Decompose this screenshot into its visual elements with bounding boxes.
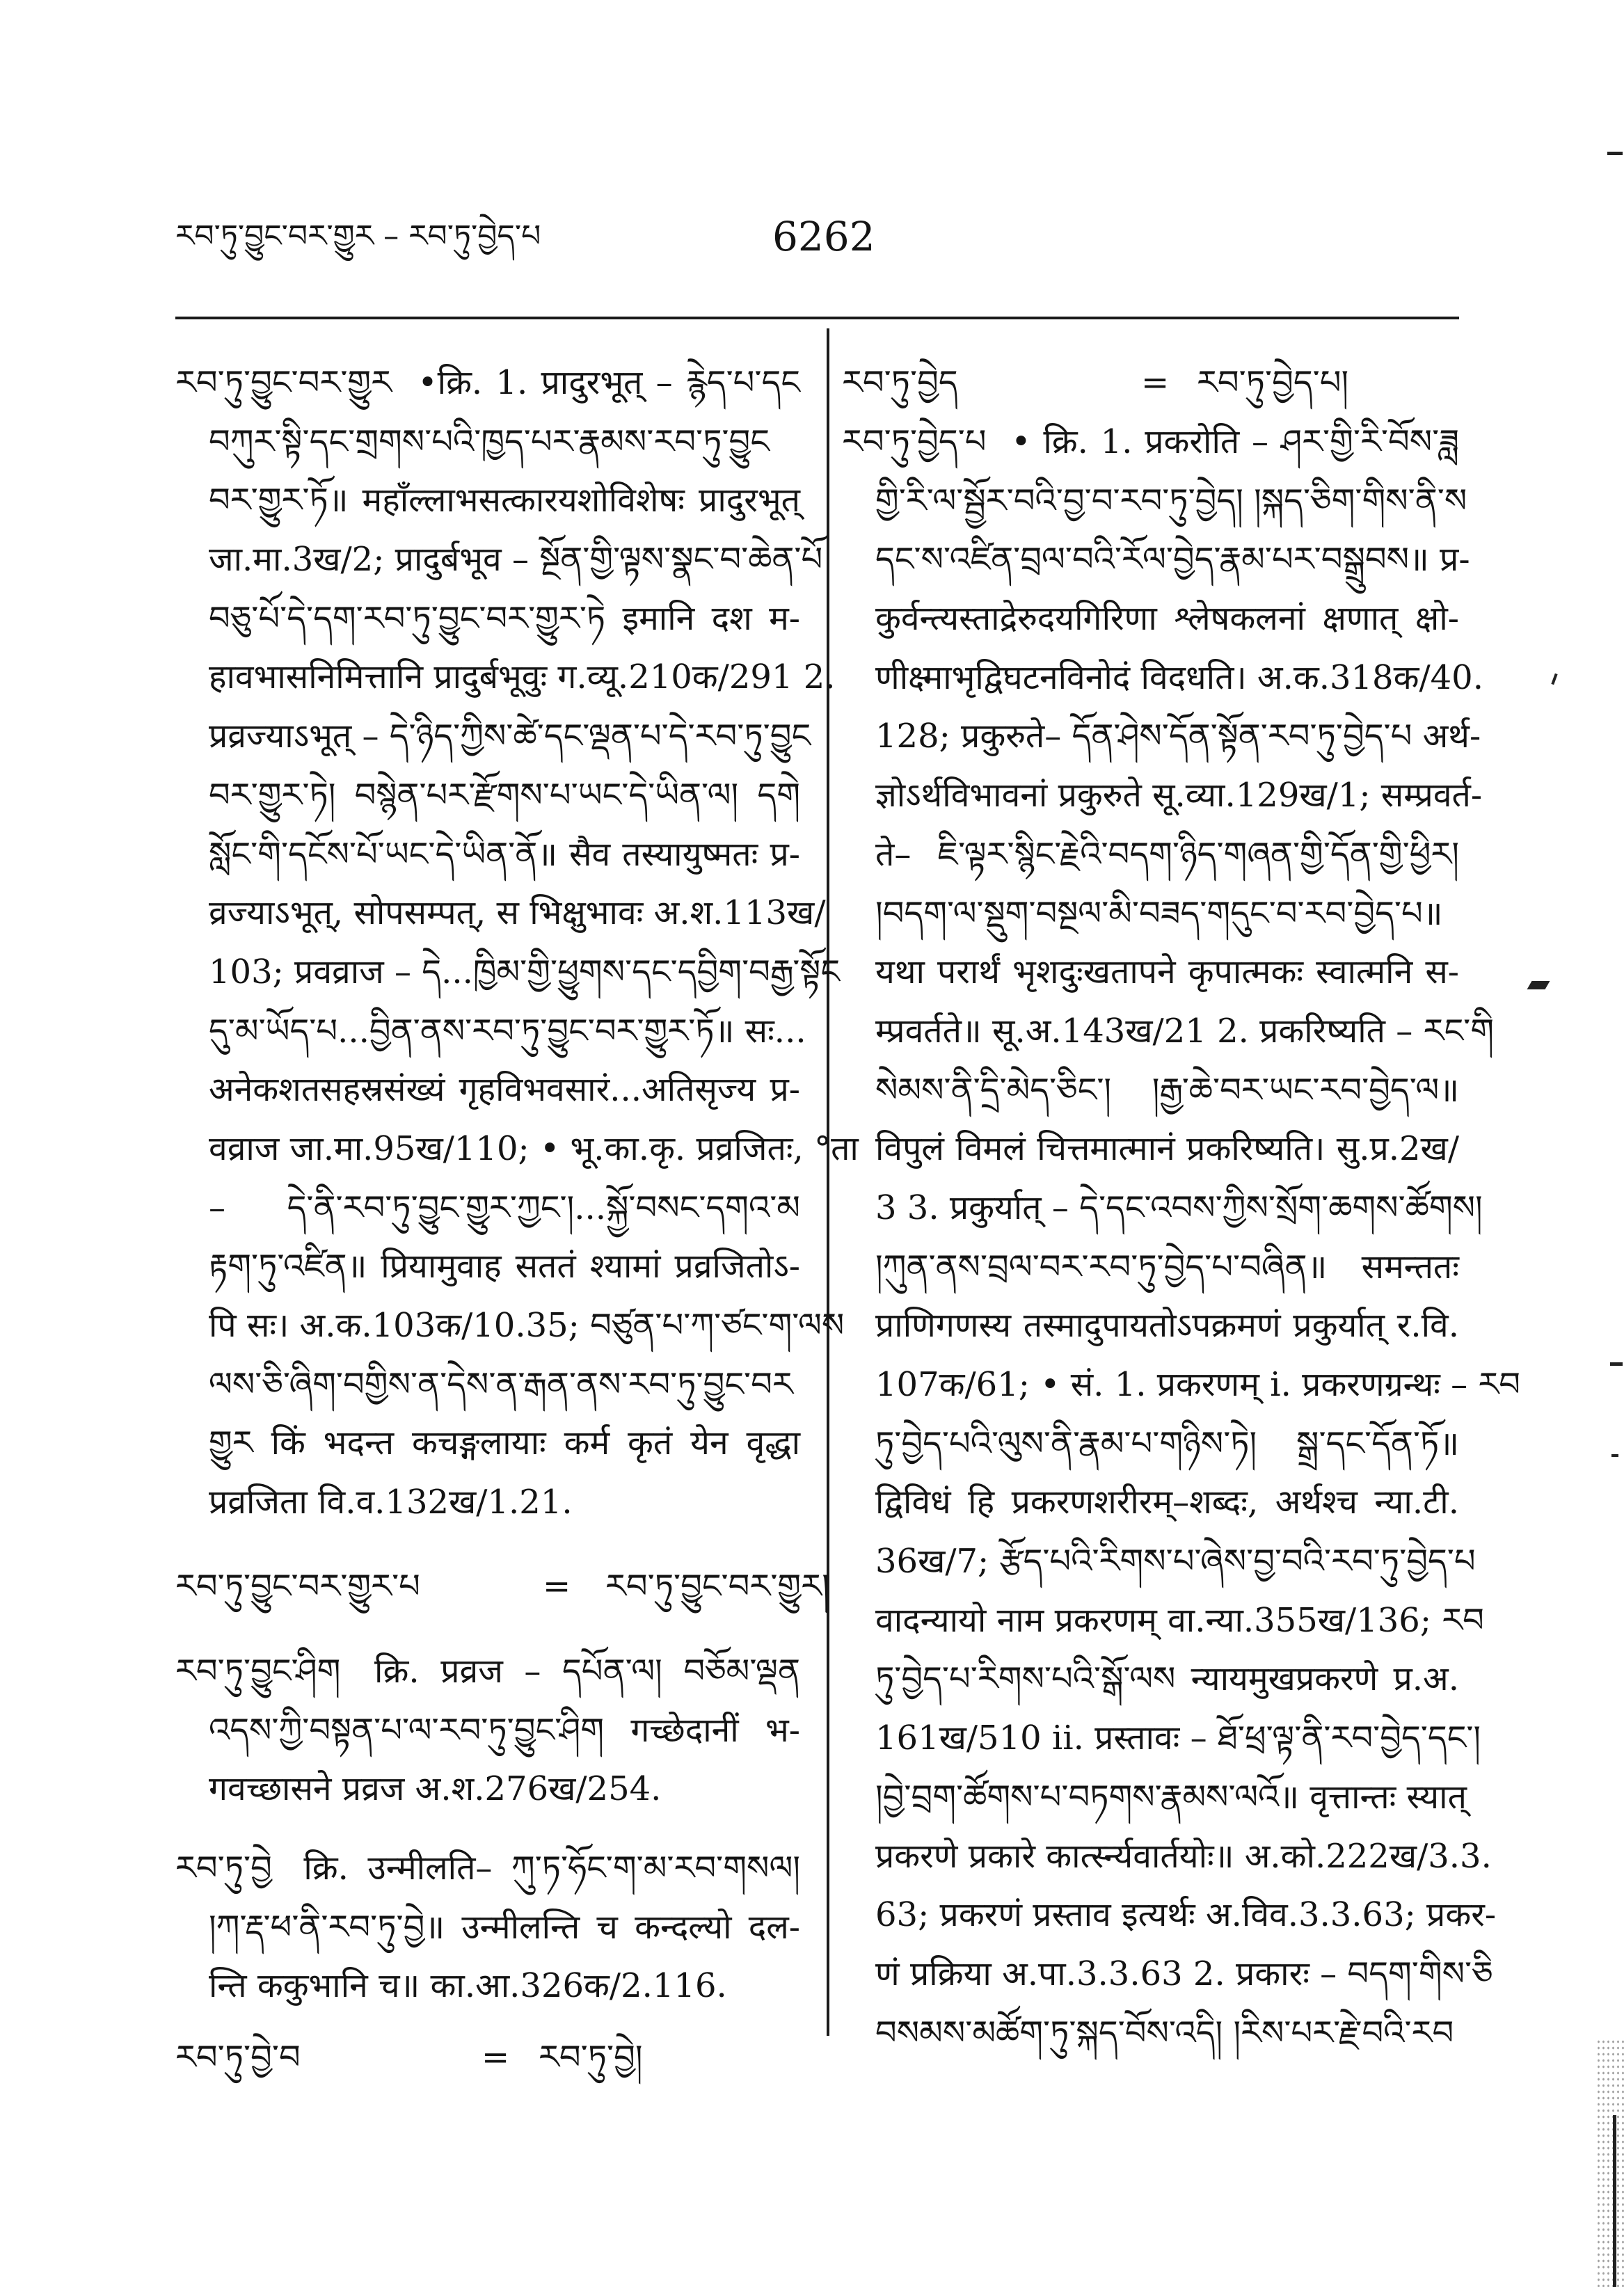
headword: རབ་ཏུ་བྱུང་ཤིག bbox=[175, 1652, 341, 1691]
entry-line: ལས་ཅི་ཞིག་བགྱིས་ན་དེས་ན་རྒན་ནས་རབ་ཏུ་བྱུང་བར bbox=[209, 1364, 793, 1404]
entry-first-line bbox=[175, 1642, 800, 1701]
entry-line: །ཀུན་ནས་བྲལ་བར་རབ་ཏུ་བྱེད་པ་བཞིན॥ समन्ततः bbox=[875, 1247, 1459, 1286]
entry-line: ཏུ་བྱེད་པ་རིགས་པའི་སྒོ་ལས न्यायमुखप्रकरणे प्र.अ. bbox=[875, 1659, 1459, 1699]
entry-line: वव्राज जा.मा.95ख/110; • भू.का.कृ. प्रव्रजितः, °ता bbox=[209, 1129, 859, 1168]
headword: རབ་ཏུ་བྱུང་བར་གྱུར bbox=[175, 363, 392, 402]
entry bbox=[175, 1557, 829, 1616]
entry-line: བར་གྱུར་ཏེ། བསྙེན་པར་རྫོགས་པ་ཡང་དེ་ཡིན་ལ། དགེ bbox=[209, 775, 800, 815]
cross-reference: རབ་ཏུ་བྱེད་པ། bbox=[1197, 363, 1349, 402]
cross-reference: རབ་ཏུ་བྱེ། bbox=[539, 2038, 643, 2077]
entry-first-line bbox=[175, 1839, 800, 1898]
entry-line: 36ख/7; རྩོད་པའི་རིགས་པ་ཞེས་བྱ་བའི་རབ་ཏུ་བྱེད་པ bbox=[875, 1542, 1476, 1581]
entry-line: हावभासनिमित्तानि प्रादुर्बभूवुः ग.व्यू.210क/291 2. bbox=[209, 658, 836, 697]
entry-line: སློང་གི་དངོས་པོ་ཡང་དེ་ཡིན་ནོ॥ सैव तस्यायुष्मतः प्र- bbox=[209, 834, 800, 874]
entry-first-line bbox=[842, 353, 1459, 413]
entry-line: གྱུར किं भदन्त कचङ्गलायाः कर्म कृतं येन वृद्धा bbox=[209, 1424, 800, 1463]
entry-line: །ཀ་རྡ་ཕ་ནི་རབ་ཏུ་བྱེ॥ उन्मीलन्ति च कन्दल्यो दल- bbox=[209, 1907, 800, 1947]
entry-line: गवच्छासने प्रव्रज अ.श.276ख/254. bbox=[209, 1769, 662, 1809]
entry-line: पि सः। अ.क.103क/10.35; བཙུན་པ་ཀ་ཙང་ག་ལས bbox=[209, 1306, 845, 1345]
entry-line: म्प्रवर्तते॥ सू.अ.143ख/21 2. प्रकरिष्यति – རང་གི bbox=[875, 1011, 1495, 1051]
entry-line: 161ख/510 ii. प्रस्तावः – ཐོ་ཕྲ་ལྟ་ནི་རབ་བྱེད་དང་། bbox=[875, 1719, 1481, 1758]
headword: རབ་ཏུ་བྱེད་པ bbox=[842, 422, 987, 461]
entry-line: प्रव्रजिता वि.व.132ख/1.21. bbox=[209, 1483, 573, 1522]
entry-line: कुर्वन्त्यस्ताद्रेरुदयगिरिणा श्लेषकलनां क्षणात् क्षो- bbox=[875, 599, 1459, 639]
entry bbox=[175, 1839, 800, 2016]
entry-line: །བྱེ་བྲག་ཚོགས་པ་བཏགས་རྣམས་ལའོ॥ वृत्तान्तः स्यात् bbox=[875, 1777, 1467, 1817]
entry-line: व्रज्याऽभूत्, सोपसम्पत्, स भिक्षुभावः अ.श.113ख/ bbox=[209, 893, 826, 933]
entry-line: 103; प्रवव्राज – དེ...ཁྱིམ་གྱི་ཕྱུགས་དང་དབྱིག་བརྒྱ་སྟོང bbox=[209, 952, 841, 991]
entry-line: ते– ཇི་ལྟར་སྙིང་རྗེའི་བདག་ཉིད་གཞན་གྱི་དོན་གྱི་ཕྱིར། bbox=[875, 834, 1459, 874]
headword: རབ་ཏུ་བྱེ bbox=[175, 1849, 272, 1888]
cross-reference: རབ་ཏུ་བྱུང་བར་གྱུར། bbox=[605, 1567, 829, 1606]
scan-mark bbox=[1551, 674, 1557, 685]
entry-line: प्रकरणे प्रकारे कार्त्स्न्यवार्तयोः॥ अ.को.222ख/3.3. bbox=[875, 1836, 1492, 1876]
entry-line: द्विविधं हि प्रकरणशरीरम्–शब्दः, अर्थश्च न्या.टी. bbox=[875, 1483, 1459, 1522]
equals-sign: = bbox=[481, 2038, 510, 2077]
entry-line: विपुलं विमलं चित्तमात्मानं प्रकरिष्यति। सु.प्र.2ख/ bbox=[875, 1129, 1459, 1169]
headword: རབ་ཏུ་བྱེ་བ bbox=[175, 2038, 301, 2077]
scan-mark bbox=[1611, 1454, 1618, 1457]
entry-line: 128; प्रकुरुते– དོན་ཤེས་དོན་སྟོན་རབ་ཏུ་བྱེད་པ अर्थ- bbox=[875, 717, 1481, 756]
page-number: 6262 bbox=[772, 213, 875, 260]
headword: རབ་ཏུ་བྱུང་བར་གྱུར་པ bbox=[175, 1567, 420, 1606]
entry-line: བསམས་མཚོག་ཏུ་སྐད་བོས་འདི། །རིས་པར་རྗེ་བའི་རབ bbox=[875, 2013, 1454, 2053]
entry-line: འདས་ཀྱི་བསྟན་པ་ལ་རབ་ཏུ་བྱུང་ཤིག गच्छेदानीं भ- bbox=[209, 1710, 800, 1750]
entry bbox=[175, 353, 859, 1532]
entry bbox=[175, 2028, 800, 2087]
scan-noise bbox=[1596, 2039, 1624, 2287]
entry-first-line bbox=[175, 1557, 829, 1616]
entry bbox=[842, 353, 1459, 413]
definition-start: • क्रि. 1. प्रकरोति – ཤར་གྱི་རི་བོས་ཟླ bbox=[1011, 422, 1459, 461]
scan-mark bbox=[1527, 981, 1550, 989]
entry-line: གྱི་རི་ལ་སྦྱོར་བའི་བྱ་བ་རབ་ཏུ་བྱེད། །སྐད་ཅིག་གིས་ནི་ས bbox=[875, 481, 1467, 520]
entry-line: अनेकशतसहस्रसंख्यं गृहविभवसारं...अतिसृज्य प्र- bbox=[209, 1070, 800, 1110]
entry-line: བར་གྱུར་ཏོ॥ महाँल्लाभसत्कारयशोविशेषः प्रादुरभूत् bbox=[209, 481, 800, 520]
definition-start: •क्रि. 1. प्रादुरभूत् – རྙེད་པ་དང bbox=[417, 363, 800, 402]
entry-line: 107क/61; • सं. 1. प्रकरणम् i. प्रकरणग्रन्थः – རབ bbox=[875, 1365, 1521, 1404]
entry-line: यथा परार्थं भृशदुःखतापने कृपात्मकः स्वात्मनि स- bbox=[875, 953, 1459, 992]
entry-line: प्रव्रज्याऽभूत् – དེ་ཉིད་ཀྱིས་ཚེ་དང་ལྡན་པ་དེ་རབ་ཏུ་བྱུང bbox=[209, 717, 811, 756]
entry-line: དང་ས་འཛིན་བྲལ་བའི་རོལ་བྱེད་རྣམ་པར་བསྒྲུབས॥ प्र- bbox=[875, 540, 1470, 580]
entry-line: དུ་མ་ཡོད་པ...བྱིན་ནས་རབ་ཏུ་བྱུང་བར་གྱུར་ཏོ॥ सः... bbox=[209, 1011, 806, 1051]
equals-sign: = bbox=[1141, 363, 1170, 402]
column-divider bbox=[827, 328, 829, 2036]
entry-line: །བདག་ལ་སྡུག་བསྔལ་མི་བཟད་གདུང་བ་རབ་བྱེད་པ॥ bbox=[875, 893, 1443, 933]
entry bbox=[175, 1642, 800, 1819]
entry-line: न्ति ककुभानि च॥ का.आ.326क/2.116. bbox=[209, 1966, 727, 2006]
definition-start: क्रि. प्रव्रज – དཔོན་ལ། བཅོམ་ལྡན bbox=[374, 1652, 800, 1691]
entry-line: वादन्यायो नाम प्रकरणम् वा.न्या.355ख/136; རབ bbox=[875, 1600, 1484, 1640]
entry-line: प्राणिगणस्य तस्मादुपायतोऽपक्रमणं प्रकुर्यात् र.वि. bbox=[875, 1306, 1459, 1346]
definition-start: क्रि. उन्मीलति– ཀུ་ཏ་ཧོང་ག་མ་རབ་གསལ། bbox=[303, 1849, 801, 1888]
scan-mark bbox=[1607, 152, 1623, 155]
entry-line: ཏུ་བྱེད་པའི་ལུས་ནི་རྣམ་པ་གཉིས་ཏེ། སྒྲ་དང་དོན་ཏོ॥ bbox=[875, 1424, 1459, 1463]
entry-line: ज्ञोऽर्थविभावनां प्रकुरुते सू.व्या.129ख/1; सम्प्रवर्त- bbox=[875, 776, 1483, 815]
entry-line: རྟག་ཏུ་འཛིན॥ प्रियामुवाह सततं श्यामां प्रव्रजितोऽ- bbox=[209, 1247, 800, 1286]
entry-line: णीक्ष्माभृद्विघटनविनोदं विदधति। अ.क.318क/40. bbox=[875, 658, 1483, 697]
entry bbox=[842, 413, 1521, 2062]
entry-line: སེམས་ནི་དྲི་མེད་ཅིང་། །རྒྱ་ཆེ་བར་ཡང་རབ་བྱེད་ལ॥ bbox=[875, 1070, 1459, 1110]
entry-first-line bbox=[175, 2028, 800, 2087]
equals-sign: = bbox=[543, 1567, 571, 1606]
entry-line: णं प्रक्रिया अ.पा.3.3.63 2. प्रकारः – བདག་གིས་ཅི bbox=[875, 1954, 1493, 1993]
entry-line: བཀུར་སྟི་དང་གྲགས་པའི་ཁྱད་པར་རྣམས་རབ་ཏུ་བྱུང bbox=[209, 422, 770, 461]
entry-line: 3 3. प्रकुर्यात् – དེ་དང་འབས་ཀྱིས་སྲོག་ཆགས་ཚོགས། bbox=[875, 1188, 1483, 1227]
entry-line: जा.मा.3ख/2; प्रादुर्बभूव – སྔོན་གྱི་ལྟས་སྣང་བ་ཆེན་པོ bbox=[209, 540, 823, 580]
header-rule bbox=[175, 317, 1459, 319]
entry-line: 63; प्रकरणं प्रस्ताव इत्यर्थः अ.विव.3.3.63; प्रकर- bbox=[875, 1895, 1497, 1935]
scan-mark bbox=[1610, 1362, 1623, 1366]
entry-line: – དེ་ནི་རབ་ཏུ་བྱུང་གྱུར་ཀྱང་།...སྐྱོ་བསང་དགའ་མ bbox=[209, 1188, 800, 1227]
headword: རབ་ཏུ་བྱེད bbox=[842, 363, 958, 402]
entry-first-line bbox=[175, 353, 800, 413]
scan-edge-line bbox=[1613, 2115, 1616, 2287]
entry-line: བཅུ་པོ་དེ་དག་རབ་ཏུ་བྱུང་བར་གྱུར་ཏེ इमानि दश म- bbox=[209, 598, 800, 638]
entry-first-line bbox=[842, 413, 1459, 472]
running-head: རབ་ཏུ་བྱུང་བར་གྱུར – རབ་ཏུ་བྱེད་པ bbox=[175, 218, 541, 254]
